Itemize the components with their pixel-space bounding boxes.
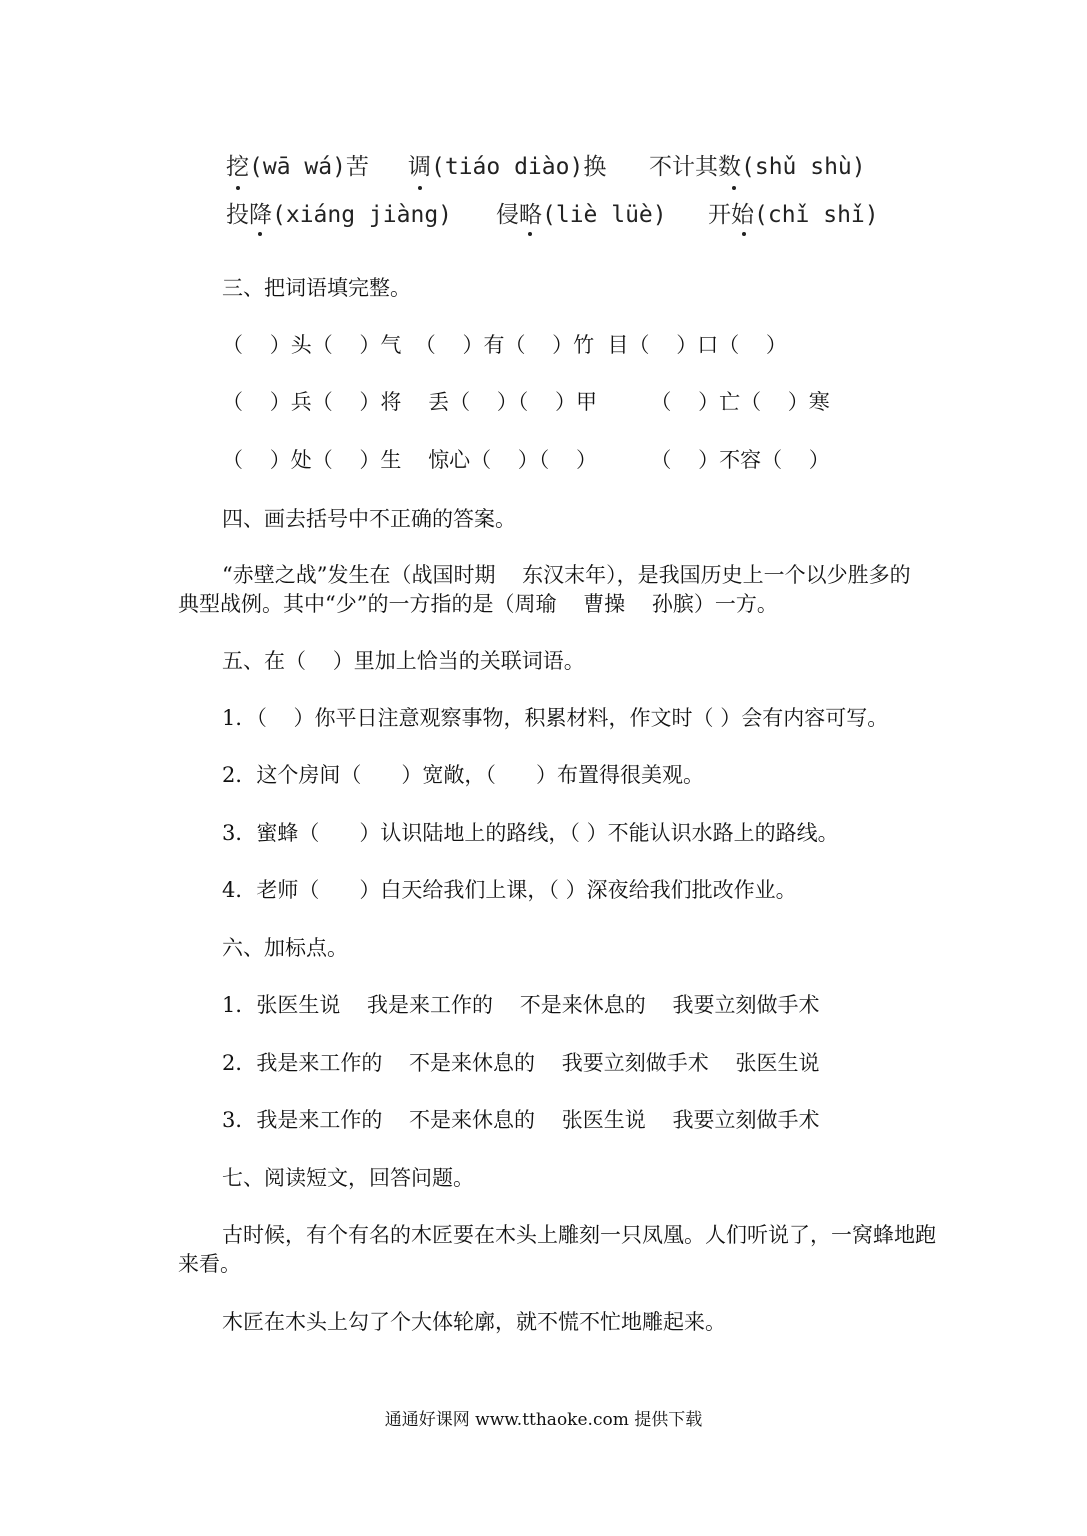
section-title: 五、在（ ）里加上恰当的关联词语。 [222,649,585,673]
fill-row: （ ）头（ ）气 （ ）有（ ）竹 目（ ）口（ ） [222,333,787,357]
paragraph-line: 来看。 [178,1252,241,1276]
section-title: 四、画去括号中不正确的答案。 [222,507,516,531]
fill-row: （ ）兵（ ）将 丢（ ）（ ）甲 （ ）亡（ ）寒 [222,390,830,414]
emphasis-dot [742,232,746,236]
section-title: 三、把词语填完整。 [222,276,411,300]
emphasis-dot [258,232,262,236]
pinyin-item: 侵略(liè lüè) [496,202,667,228]
question-item: 3．我是来工作的 不是来休息的 张医生说 我要立刻做手术 [222,1108,820,1132]
emphasis-dot [418,186,422,190]
section-title: 七、阅读短文，回答问题。 [222,1166,474,1190]
pinyin-item: 不计其数(shǔ shù) [649,154,866,180]
question-item: 4．老师（ ）白天给我们上课，（ ）深夜给我们批改作业。 [222,878,797,902]
pinyin-item: 调(tiáo diào)换 [408,154,607,180]
pinyin-item: 投降(xiáng jiàng) [226,202,453,228]
question-item: 2．这个房间（ ）宽敞，（ ）布置得很美观。 [222,763,704,787]
emphasis-dot [732,186,736,190]
question-item: 1．张医生说 我是来工作的 不是来休息的 我要立刻做手术 [222,993,820,1017]
question-item: 2．我是来工作的 不是来休息的 我要立刻做手术 张医生说 [222,1051,820,1075]
pinyin-item: 开始(chǐ shǐ) [708,202,879,228]
pinyin-item: 挖(wā wá)苦 [226,154,369,180]
section-title: 六、加标点。 [222,936,348,960]
paragraph-line: 典型战例。其中“少”的一方指的是（周瑜 曹操 孙膑）一方。 [178,592,778,616]
paragraph-line: 古时候，有个有名的木匠要在木头上雕刻一只凤凰。人们听说了，一窝蜂地跑 [222,1223,936,1247]
fill-row: （ ）处（ ）生 惊心（ ）（ ） （ ）不容（ ） [222,448,830,472]
paragraph-line: “赤壁之战”发生在（战国时期 东汉末年），是我国历史上一个以少胜多的 [222,563,911,587]
page-footer: 通通好课网 www.tthaoke.com 提供下载 [384,1410,703,1430]
emphasis-dot [236,186,240,190]
question-item: 3．蜜蜂（ ）认识陆地上的路线，（ ）不能认识水路上的路线。 [222,821,839,845]
paragraph-line: 木匠在木头上勾了个大体轮廓，就不慌不忙地雕起来。 [222,1310,726,1334]
question-item: 1．（ ）你平日注意观察事物，积累材料，作文时（ ）会有内容可写。 [222,706,889,730]
emphasis-dot [528,232,532,236]
